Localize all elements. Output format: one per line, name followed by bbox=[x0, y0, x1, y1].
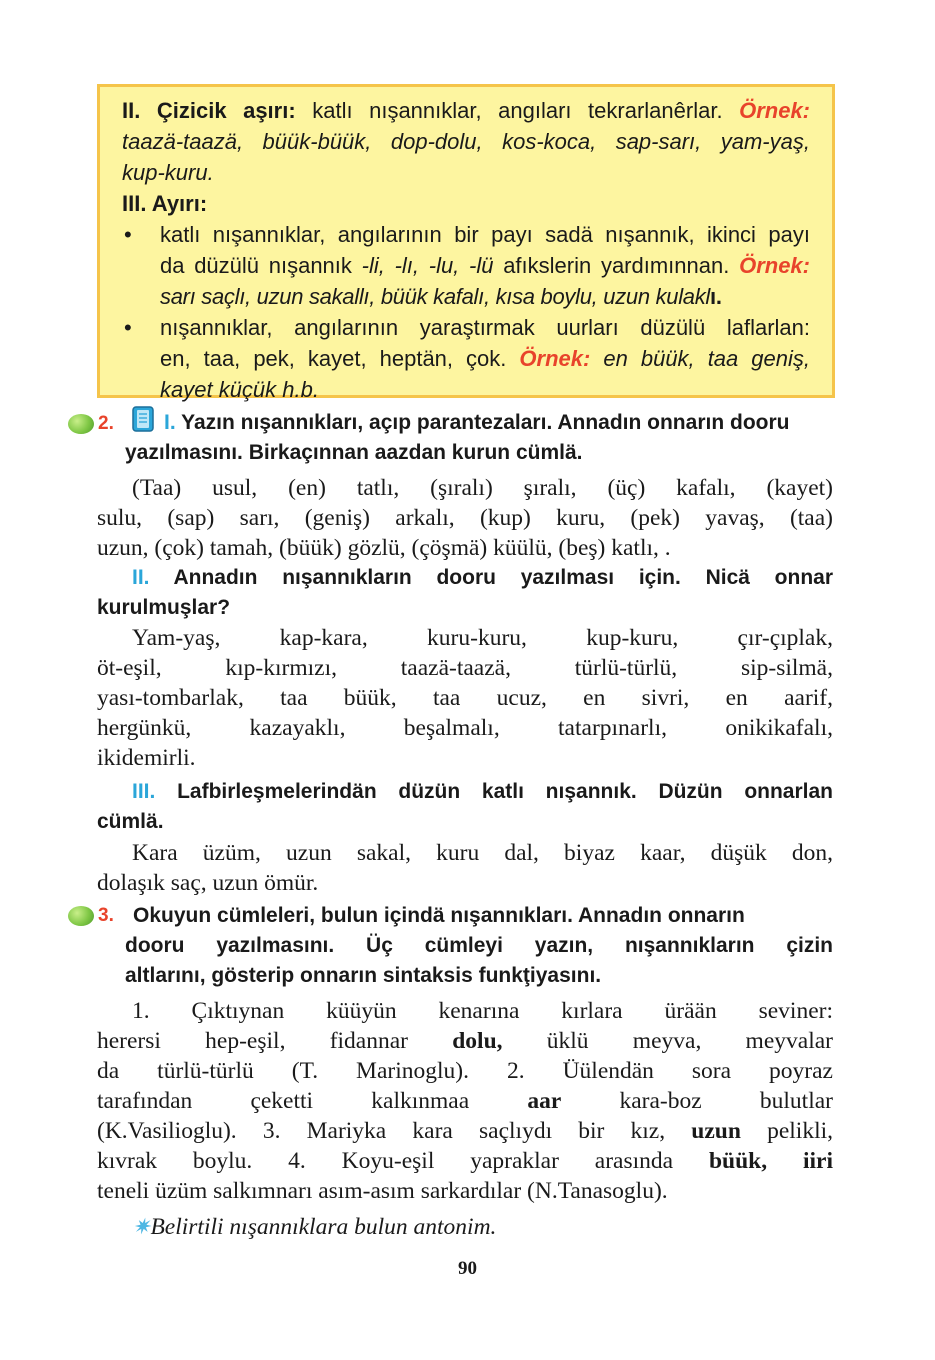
exercise-2-task-1-cont bbox=[125, 438, 833, 468]
ex3-task-line-3: altlarını, gösterip onnarın sintaksis funkţiyasını. bbox=[125, 964, 602, 987]
task-1-text: Yazın nışannıkları, açıp parantezaları. Annadın onnarın dooru bbox=[175, 411, 790, 434]
ornek-label: Örnek: bbox=[739, 253, 810, 278]
green-dot-icon bbox=[68, 906, 94, 926]
ex3-p-line-1: 1. Çıktıynan küüyün kenarına kırlara ürään seviner: bbox=[132, 998, 833, 1024]
ex3-text: tarafından çeketti kalkınmaa bbox=[97, 1088, 528, 1114]
exercise-2-task-1 bbox=[164, 408, 833, 438]
rule-head-iii: III. Ayırı: bbox=[122, 191, 208, 216]
bullet-1-example-end: ı. bbox=[710, 284, 722, 309]
exercise-2-paragraph-1 bbox=[97, 473, 833, 563]
task-3-line-1 bbox=[97, 777, 833, 807]
ex3-task-line-2: dooru yazılmasını. Üç cümleyi yazın, nışannıkların çizin bbox=[125, 934, 833, 957]
rule-head-ii: II. Çizicik aşırı: bbox=[122, 98, 296, 123]
ex3-task-line-1: Okuyun cümleleri, bulun içindä nışannıkları. Annadın onnarın bbox=[133, 904, 745, 927]
task-2-number: II. bbox=[132, 566, 150, 589]
ex3-text: herersi hep-eşil, fidannar bbox=[97, 1028, 453, 1054]
p3-line-2: dolaşık saç, uzun ömür. bbox=[97, 870, 319, 896]
bullet-2-text: en, taa, pek, kayet, heptän, çok. bbox=[160, 346, 520, 371]
exercise-2-paragraph-2 bbox=[97, 623, 833, 773]
ex3-text: pelikli, bbox=[740, 1118, 834, 1144]
rule-box bbox=[97, 84, 835, 402]
exercise-2-task-3 bbox=[97, 777, 833, 837]
ex3-bold-word: aar bbox=[527, 1088, 562, 1114]
exercise-2-task-2 bbox=[97, 563, 833, 623]
bullet-dot: • bbox=[124, 315, 132, 340]
bullet-1-text: afıkslerin yardımınnan. bbox=[493, 253, 740, 278]
task-2-line-1 bbox=[97, 563, 833, 593]
book-icon bbox=[131, 405, 155, 433]
bullet-2-example: en büük, taa geniş, bbox=[590, 346, 810, 371]
ornek-label: Örnek: bbox=[519, 346, 591, 371]
exercise-3-marker bbox=[68, 905, 114, 927]
bullet-2-line-1: nışannıklar, angılarının yaraştırmak uurları düzülü laflarlan: bbox=[160, 315, 810, 340]
p2-line-3: yası-tombarlak, taa büük, taa ucuz, en sivri, en aarif, bbox=[97, 685, 833, 711]
exercise-2-marker bbox=[68, 413, 114, 435]
rule-bullet-2 bbox=[122, 312, 810, 405]
ex3-text: üklü meyva, meyvalar bbox=[502, 1028, 833, 1054]
ornek-label: Örnek: bbox=[739, 98, 811, 123]
p1-line-2: sulu, (sap) sarı, (geniş) arkalı, (kup) kuru, (pek) yavaş, (taa) bbox=[97, 505, 833, 531]
p2-line-5: ikidemirli. bbox=[97, 745, 196, 771]
exercise-3-paragraph bbox=[97, 996, 833, 1242]
task-2-line-2: kurulmuşlar? bbox=[97, 596, 231, 619]
ex3-text: (K.Vasilioglu). 3. Mariyka kara saçlıydı bir kız, bbox=[97, 1118, 692, 1144]
p2-line-1: Yam-yaş, kap-kara, kuru-kuru, kup-kuru, çır-çıplak, bbox=[132, 625, 833, 651]
bullet-1-text: da düzülü nışannık bbox=[160, 253, 362, 278]
p2-line-4: hergünkü, kazayaklı, beşalmalı, tatarpınarlı, onikikafalı, bbox=[97, 715, 833, 741]
task-1-line-1 bbox=[164, 408, 833, 438]
rule-text: katlı nışannıklar, angıları tekrarlanêrlar. bbox=[295, 98, 740, 123]
rule-line-2: taazä-taazä, büük-büük, dop-dolu, kos-koca, sap-sarı, yam-yaş, bbox=[122, 129, 810, 154]
ex3-p-line-3: da türlü-türlü (T. Marinoglu). 2. Üülendän sora poyraz bbox=[97, 1058, 833, 1084]
p1-line-1: (Taa) usul, (en) tatlı, (şıralı) şıralı, (üç) kafalı, (kayet) bbox=[132, 475, 833, 501]
exercise-3-task-line-1 bbox=[133, 901, 833, 931]
task-2-text: Annadın nışannıkların dooru yazılması için. Nicä onnar bbox=[149, 566, 833, 589]
ex3-bold-word: büük, iiri bbox=[708, 1148, 834, 1174]
exercise-2-paragraph-3 bbox=[97, 838, 833, 898]
ex3-p-line-4 bbox=[97, 1086, 833, 1116]
rule-line-1 bbox=[122, 95, 810, 126]
task-3-line-2: cümlä. bbox=[97, 810, 164, 833]
ex3-bold-word: uzun bbox=[691, 1118, 741, 1144]
ex3-note bbox=[97, 1212, 833, 1242]
exercise-3-task bbox=[125, 931, 833, 991]
bullet-2-line-3: kayet küçük h.b. bbox=[160, 377, 319, 402]
green-dot-icon bbox=[68, 414, 94, 434]
exercise-2-number: 2. bbox=[98, 413, 114, 434]
suffix-list: -li, -lı, -lu, -lü bbox=[361, 253, 494, 278]
bullet-1-line-2 bbox=[160, 250, 810, 281]
page-number: 90 bbox=[458, 1258, 477, 1279]
task-1-number: I. bbox=[164, 411, 176, 434]
ex3-bold-word: dolu, bbox=[452, 1028, 503, 1054]
ex3-p-line-6 bbox=[97, 1146, 833, 1176]
task-1-line-2: yazılmasını. Birkaçınnan aazdan kurun cümlä. bbox=[125, 441, 583, 464]
rule-bullet-1 bbox=[122, 219, 810, 312]
ex3-text: kıvrak boylu. 4. Koyu-eşil yapraklar arasında bbox=[97, 1148, 709, 1174]
ex3-p-line-5 bbox=[97, 1116, 833, 1146]
task-3-number: III. bbox=[132, 780, 156, 803]
ex3-note-text: Belirtili nışannıklara bulun antonim. bbox=[150, 1214, 497, 1240]
bullet-1-line-1: katlı nışannıklar, angılarının bir payı sadä nışannık, ikinci payı bbox=[160, 222, 810, 247]
rule-line-3: kup-kuru. bbox=[122, 160, 214, 185]
task-3-text: Lafbirleşmelerindän düzün katlı nışannık. Düzün onnarlan bbox=[155, 780, 833, 803]
bullet-1-example: sarı saçlı, uzun sakallı, büük kafalı, kısa boylu, uzun kulakl bbox=[160, 284, 711, 309]
p2-line-2: öt-eşil, kıp-kırmızı, taazä-taazä, türlü-türlü, sip-silmä, bbox=[97, 655, 833, 681]
star-icon: ✷ bbox=[132, 1214, 151, 1239]
exercise-3-number: 3. bbox=[98, 905, 114, 926]
bullet-dot: • bbox=[124, 222, 132, 247]
ex3-text: kara-boz bulutlar bbox=[561, 1088, 833, 1114]
ex3-p-line-7: teneli üzüm salkımnarı asım-asım sarkardılar (N.Tanasoglu). bbox=[97, 1178, 668, 1204]
bullet-2-line-2 bbox=[160, 343, 810, 374]
ex3-p-line-2 bbox=[97, 1026, 833, 1056]
p1-line-3: uzun, (çok) tamah, (büük) gözlü, (çöşmä) küülü, (beş) katlı, . bbox=[97, 535, 671, 561]
bullet-1-line-3 bbox=[160, 281, 810, 312]
p3-line-1: Kara üzüm, uzun sakal, kuru dal, biyaz kaar, düşük don, bbox=[132, 840, 833, 866]
